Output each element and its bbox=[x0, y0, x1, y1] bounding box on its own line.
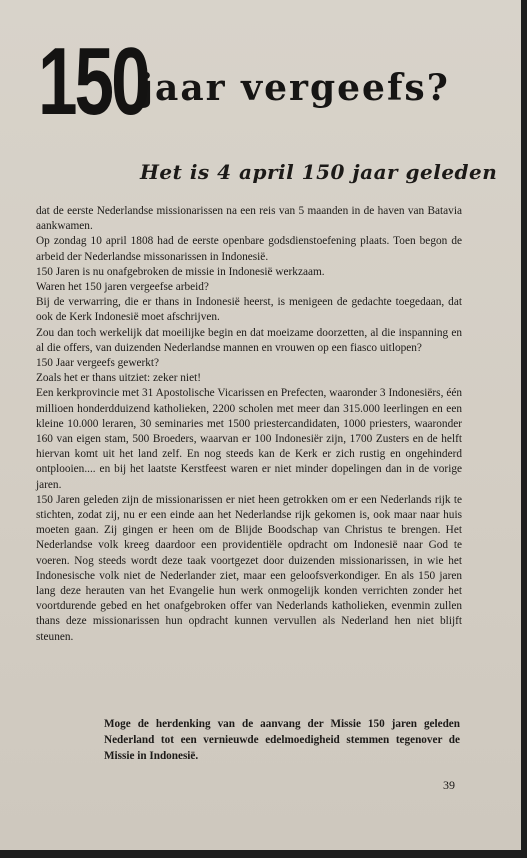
paragraph: dat de eerste Nederlandse missionarissen na een reis van 5 maanden in de haven van Batavia aankwamen. bbox=[36, 205, 462, 233]
headline bbox=[38, 28, 450, 135]
paragraph: 150 Jaren geleden zijn de missionarissen er niet heen getrokken om er een Nederlands rijk te stichten, zodat zij, nu er een einde aan het Nederlandse rijk gekomen is, ook maar naar huis moeten gaan. Zij gingen er heen om de Blijde Boodschap van Christus te brengen. Het Nederlandse volk kreeg daardoor een providentiële opdracht om Indonesië naar God te voeren. Nog steeds wordt deze taak voortgezet door duizenden missionarissen, in wie het Indonesische volk niet de Nederlander ziet, maar een geloofsverkondiger. En als 150 jaren lang deze herauten van het Evangelie hun werk onmogelijk konden verrichten zonder het voortdurende gebed en het onafgebroken offer van Nederlands katholieken, evenmin zullen thans deze missionarissen hun opdracht kunnen vervullen als Nederland hen niet blijft steunen. bbox=[36, 493, 462, 643]
paragraph: Zoals het er thans uitziet: zeker niet! bbox=[36, 372, 201, 385]
headline-number: 150 bbox=[38, 28, 148, 135]
article-body bbox=[36, 204, 462, 645]
paragraph: Waren het 150 jaren vergeefse arbeid? bbox=[36, 281, 209, 294]
paragraph: Bij de verwarring, die er thans in Indonesië heerst, is menigeen de gedachte toegedaan, dat ook de Kerk Indonesië moet afschrijven. bbox=[36, 296, 462, 324]
paragraph: Op zondag 10 april 1808 had de eerste openbare godsdienstoefening plaats. Toen begon de arbeid der Nederlandse missonarissen in Indonesië. bbox=[36, 235, 462, 263]
paragraph: 150 Jaar vergeefs gewerkt? bbox=[36, 357, 160, 370]
headline-title: jaar vergeefs? bbox=[140, 67, 450, 109]
paragraph: Zou dan toch werkelijk dat moeilijke begin en dat moeizame doorzetten, al die inspanning en al die offers, van duizenden Nederlandse mannen en vrouwen op een fiasco uitlopen? bbox=[36, 326, 462, 354]
paragraph: Een kerkprovincie met 31 Apostolische Vicarissen en Prefecten, waaronder 3 Indonesiërs, één millioen honderdduizend katholieken, 2200 scholen met meer dan 315.000 leerlingen en een kleine 10.000 leraren, 30 seminaries met 1500 priestercandidaten, 1000 priesters, waaronder 160 van eigen stam, 500 Broeders, waarvan er 100 Indonesiër zijn, 1700 Zusters en de helft hiervan komt uit het land zelf. En nog steeds kan de Kerk er zich rustig en ongehinderd ontplooien.... en bij het laatste Kerstfeest waren er niet minder dopelingen dan in de vorige jaren. bbox=[36, 387, 462, 491]
paragraph: 150 Jaren is nu onafgebroken de missie in Indonesië werkzaam. bbox=[36, 265, 325, 278]
closing-statement: Moge de herdenking van de aanvang der Missie 150 jaren geleden Nederland tot een vernieuwde edelmoedigheid stemmen tegenover de Missie in Indonesië. bbox=[104, 718, 460, 762]
page-number: 39 bbox=[443, 778, 455, 792]
subtitle: Het is 4 april 150 jaar geleden bbox=[140, 160, 498, 184]
